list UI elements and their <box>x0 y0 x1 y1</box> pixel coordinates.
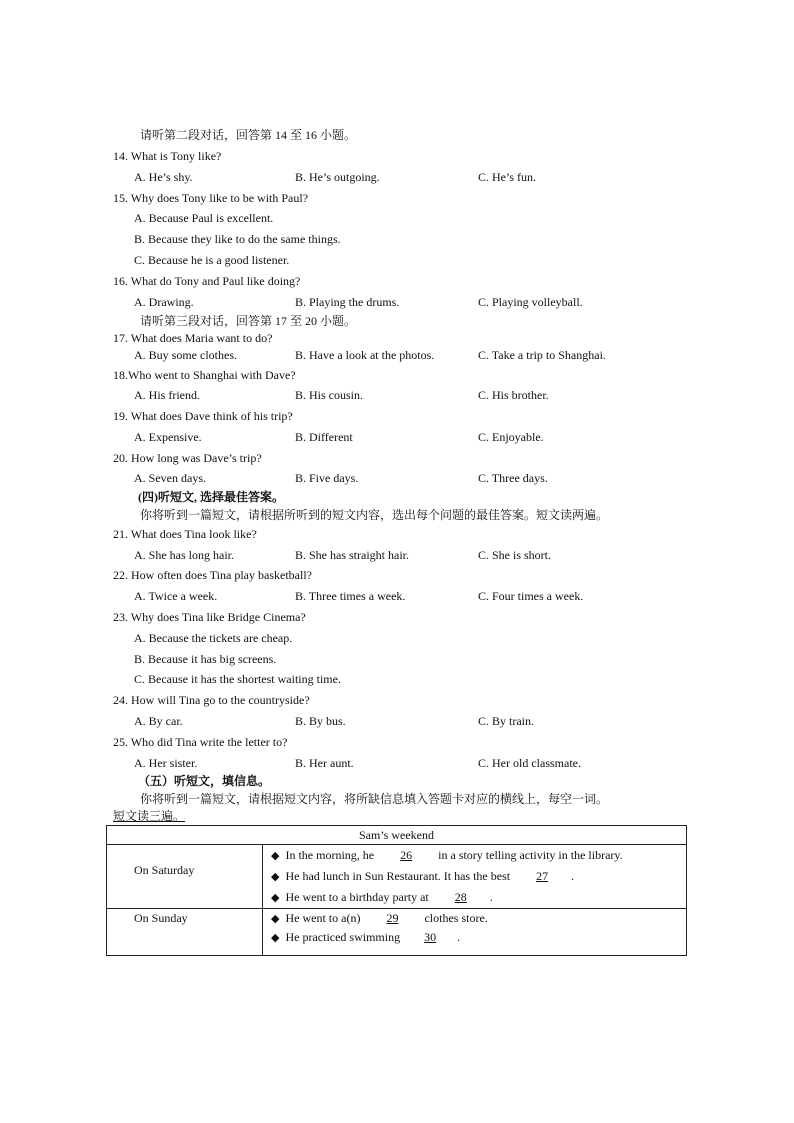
diamond-bullet-icon: ◆ <box>271 913 280 925</box>
q17-option-c: C. Take a trip to Shanghai. <box>478 348 606 362</box>
saturday-line-2: ◆ He had lunch in Sun Restaurant. It has the best 27 . <box>263 866 686 887</box>
table-caption: Sam’s weekend <box>107 826 687 845</box>
q18-option-a: A. His friend. <box>134 388 200 402</box>
blank-26: 26 <box>400 848 413 862</box>
question-18: 18.Who went to Shanghai with Dave? <box>113 368 296 382</box>
sunday-label: On Sunday <box>134 911 188 925</box>
question-21: 21. What does Tina look like? <box>113 527 257 541</box>
question-25: 25. Who did Tina write the letter to? <box>113 735 288 749</box>
saturday-cell <box>107 845 263 909</box>
part5-intro-2: 短文读三遍。 <box>113 809 186 823</box>
sunday-line-1: ◆ He went to a(n) 29 clothes store. <box>263 909 686 928</box>
q18-option-c: C. His brother. <box>478 388 549 402</box>
q15-option-b: B. Because they like to do the same things. <box>134 232 341 246</box>
blank-28: 28 <box>454 890 467 904</box>
q19-option-a: A. Expensive. <box>134 430 202 444</box>
q14-option-a: A. He’s shy. <box>134 170 193 184</box>
q18-option-b: B. His cousin. <box>295 388 364 402</box>
part4-intro: 你将听到一篇短文，请根据所听到的短文内容，选出每个问题的最佳答案。短文读两遍。 <box>140 508 609 522</box>
q23-option-b: B. Because it has big screens. <box>134 652 277 666</box>
q22-option-b: B. Three times a week. <box>295 589 406 603</box>
saturday-line-3: ◆ He went to a birthday party at 28 . <box>263 887 686 908</box>
part5-intro-1: 你将听到一篇短文，请根据短文内容，将所缺信息填入答题卡对应的横线上，每空一词。 <box>140 792 609 806</box>
q25-option-b: B. Her aunt. <box>295 756 354 770</box>
q21-option-a: A. She has long hair. <box>134 548 234 562</box>
diamond-bullet-icon: ◆ <box>271 850 280 862</box>
saturday-label: On Saturday <box>134 863 195 877</box>
sunday-line-2: ◆ He practiced swimming 30 . <box>263 928 686 947</box>
sunday-details <box>263 909 687 956</box>
q20-option-b: B. Five days. <box>295 471 359 485</box>
q21-option-c: C. She is short. <box>478 548 552 562</box>
sunday-cell <box>107 909 263 956</box>
question-24: 24. How will Tina go to the countryside? <box>113 693 310 707</box>
question-23: 23. Why does Tina like Bridge Cinema? <box>113 610 306 624</box>
q20-option-c: C. Three days. <box>478 471 548 485</box>
part3-intro: 请听第三段对话，回答第 17 至 20 小题。 <box>140 314 357 328</box>
question-16: 16. What do Tony and Paul like doing? <box>113 274 301 288</box>
question-19: 19. What does Dave think of his trip? <box>113 409 293 423</box>
part4-title: (四)听短文, 选择最佳答案。 <box>138 490 284 504</box>
q25-option-a: A. Her sister. <box>134 756 198 770</box>
blank-30: 30 <box>424 930 437 944</box>
part2-intro: 请听第二段对话，回答第 14 至 16 小题。 <box>140 128 357 142</box>
part5-title: （五）听短文，填信息。 <box>138 774 271 788</box>
q15-option-a: A. Because Paul is excellent. <box>134 211 274 225</box>
question-14: 14. What is Tony like? <box>113 149 222 163</box>
q16-option-c: C. Playing volleyball. <box>478 295 583 309</box>
saturday-details <box>263 845 687 909</box>
q23-option-c: C. Because it has the shortest waiting time. <box>134 672 341 686</box>
question-17: 17. What does Maria want to do? <box>113 331 273 345</box>
diamond-bullet-icon: ◆ <box>271 892 280 904</box>
blank-27: 27 <box>536 869 549 883</box>
q23-option-a: A. Because the tickets are cheap. <box>134 631 293 645</box>
q25-option-c: C. Her old classmate. <box>478 756 581 770</box>
q24-option-c: C. By train. <box>478 714 534 728</box>
q22-option-a: A. Twice a week. <box>134 589 218 603</box>
q17-option-a: A. Buy some clothes. <box>134 348 237 362</box>
q16-option-b: B. Playing the drums. <box>295 295 400 309</box>
question-20: 20. How long was Dave’s trip? <box>113 451 262 465</box>
diamond-bullet-icon: ◆ <box>271 932 280 944</box>
q22-option-c: C. Four times a week. <box>478 589 584 603</box>
q24-option-a: A. By car. <box>134 714 183 728</box>
q19-option-b: B. Different <box>295 430 353 444</box>
saturday-line-1: ◆ In the morning, he 26 in a story telling activity in the library. <box>263 845 686 866</box>
q17-option-b: B. Have a look at the photos. <box>295 348 435 362</box>
q20-option-a: A. Seven days. <box>134 471 206 485</box>
q21-option-b: B. She has straight hair. <box>295 548 409 562</box>
question-22: 22. How often does Tina play basketball? <box>113 568 312 582</box>
blank-29: 29 <box>386 911 399 925</box>
q16-option-a: A. Drawing. <box>134 295 194 309</box>
q24-option-b: B. By bus. <box>295 714 346 728</box>
q14-option-c: C. He’s fun. <box>478 170 536 184</box>
q14-option-b: B. He’s outgoing. <box>295 170 380 184</box>
diamond-bullet-icon: ◆ <box>271 871 280 883</box>
q15-option-c: C. Because he is a good listener. <box>134 253 290 267</box>
sams-weekend-table <box>106 825 687 956</box>
question-15: 15. Why does Tony like to be with Paul? <box>113 191 309 205</box>
q19-option-c: C. Enjoyable. <box>478 430 544 444</box>
